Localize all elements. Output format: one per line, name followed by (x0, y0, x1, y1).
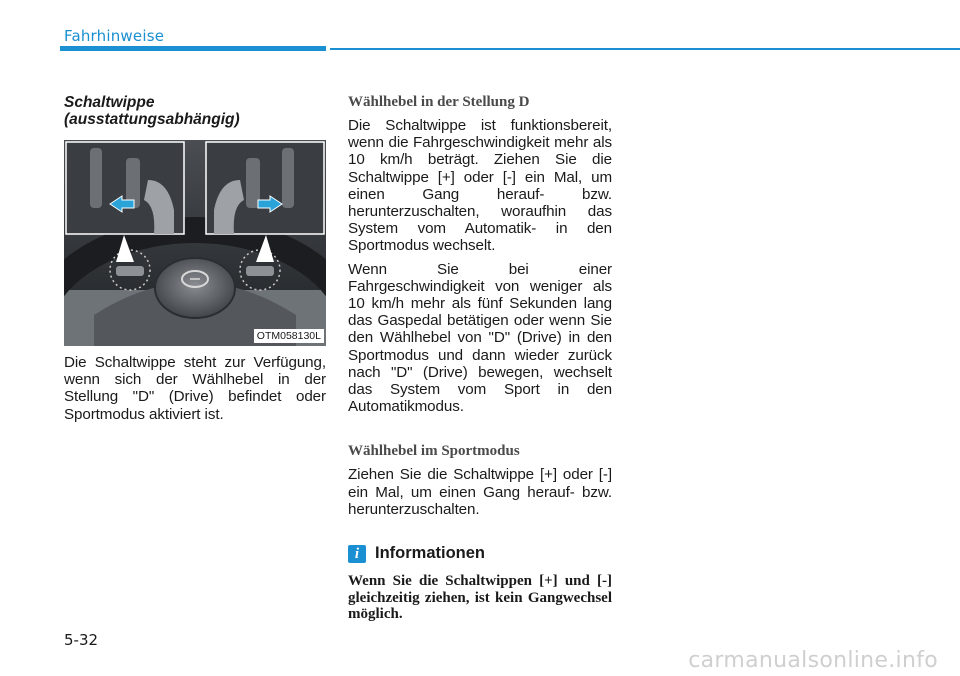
steering-wheel-illustration (64, 140, 326, 346)
paragraph-drive-2: Wenn Sie bei einer Fahrgeschwindigkeit von weniger als 10 km/h mehr als fünf Sekunden lang das Gaspedal betätigen oder wenn Sie den Wählhebel von "D" (Drive) in den Sportmodus und dann wieder zurück nach "D" (Drive) bewegen, wechselt das System vom Sport in den Automatikmodus. (348, 260, 612, 416)
header-rule-thick (60, 46, 326, 51)
header-rule-thin (330, 48, 960, 50)
information-text: Wenn Sie die Schaltwippen [+] und [-] gleichzeitig ziehen, ist kein Gangwechsel möglich. (348, 573, 612, 623)
left-column (64, 94, 326, 423)
section-heading-sport: Wählhebel im Sportmodus (348, 443, 520, 460)
figure-code: OTM058130L (254, 329, 324, 343)
middle-column (348, 94, 612, 623)
heading-line-2: (ausstattungsabhängig) (64, 111, 240, 128)
section-heading-drive: Wählhebel in der Stellung D (348, 94, 530, 110)
watermark: carmanualsonline.info (688, 648, 938, 673)
steering-wheel-paddles-image (64, 140, 326, 346)
sport-mode-section (348, 443, 612, 518)
paragraph-sport: Ziehen Sie die Schaltwippe [+] oder [-] ein Mal, um einen Gang herauf- bzw. herunterzuschalten. (348, 466, 612, 518)
page-number: 5-32 (64, 631, 99, 649)
figure-caption: Die Schaltwippe steht zur Verfügung, wenn sich der Wählhebel in der Stellung "D" (Drive) befindet oder Sportmodus aktiviert ist. (64, 354, 326, 423)
information-title: Informationen (375, 544, 485, 563)
heading-line-1: Schaltwippe (64, 94, 155, 111)
info-icon: i (348, 545, 366, 563)
paragraph-drive-1: Die Schaltwippe ist funktionsbereit, wenn die Fahrgeschwindigkeit mehr als 10 km/h beträgt. Ziehen Sie die Schaltwippe [+] oder [-] ein Mal, um einen Gang herauf- bzw. herunterzuschalten, woraufhin das System vom Automatik- in den Sportmodus wechselt. (348, 117, 612, 255)
paddle-shifter-heading (64, 94, 326, 128)
section-title: Fahrhinweise (64, 27, 165, 45)
information-header (348, 544, 612, 563)
